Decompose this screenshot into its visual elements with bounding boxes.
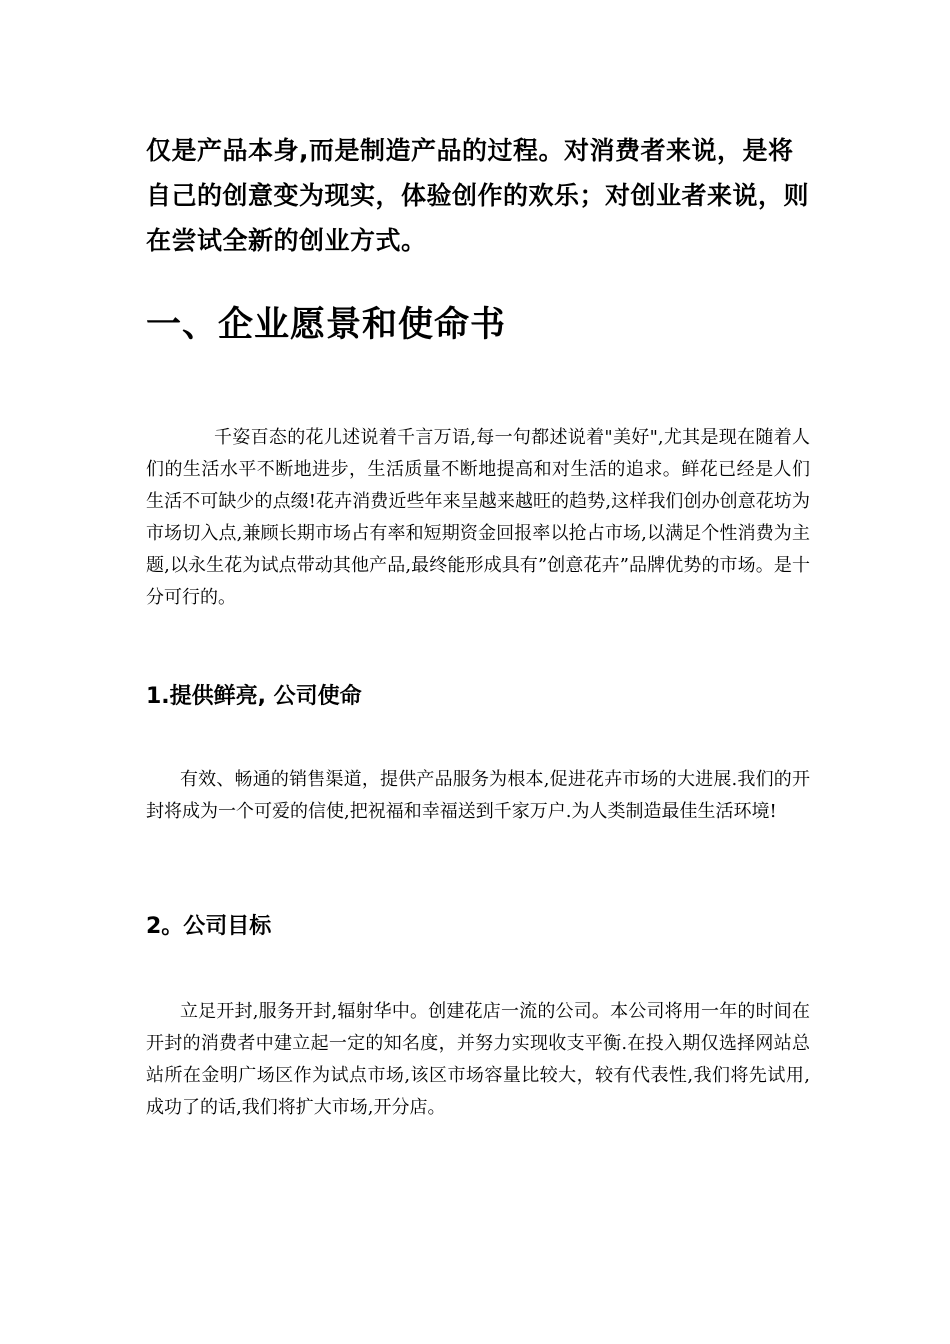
subsection-heading-goals: 2。公司目标 <box>146 914 272 939</box>
goals-paragraph: 立足开封,服务开封,辐射华中。创建花店一流的公司。本公司将用一年的时间在开封的消费者中建立起一定的知名度，并努力实现收支平衡.在投入期仅选择网站总站所在金明广场区作为试点市场,该区市场容量比较大，较有代表性,我们将先试用,成功了的话,我们将扩大市场,开分店。 <box>146 1001 810 1118</box>
section-title: 一、企业愿景和使命书 <box>146 305 507 345</box>
lead-paragraph: 仅是产品本身,而是制造产品的过程。对消费者来说，是将自己的创意变为现实，体验创作的欢乐；对创业者来说，则在尝试全新的创业方式。 <box>146 136 810 255</box>
intro-paragraph: 千姿百态的花儿述说着千言万语,每一句都述说着"美好",尤其是现在随着人们的生活水平不断地进步，生活质量不断地提高和对生活的追求。鲜花已经是人们生活不可缺少的点缀!花卉消费近些年来呈越来越旺的趋势,这样我们创办创意花坊为市场切入点,兼顾长期市场占有率和短期资金回报率以抢占市场,以满足个性消费为主题,以永生花为试点带动其他产品,最终能形成具有”创意花卉”品牌优势的市场。是十分可行的。 <box>146 427 810 608</box>
subsection-heading-mission: 1.提供鲜亮, 公司使命 <box>146 684 362 709</box>
mission-paragraph: 有效、畅通的销售渠道，提供产品服务为根本,促进花卉市场的大进展.我们的开封将成为一个可爱的信使,把祝福和幸福送到千家万户.为人类制造最佳生活环境! <box>146 769 810 822</box>
